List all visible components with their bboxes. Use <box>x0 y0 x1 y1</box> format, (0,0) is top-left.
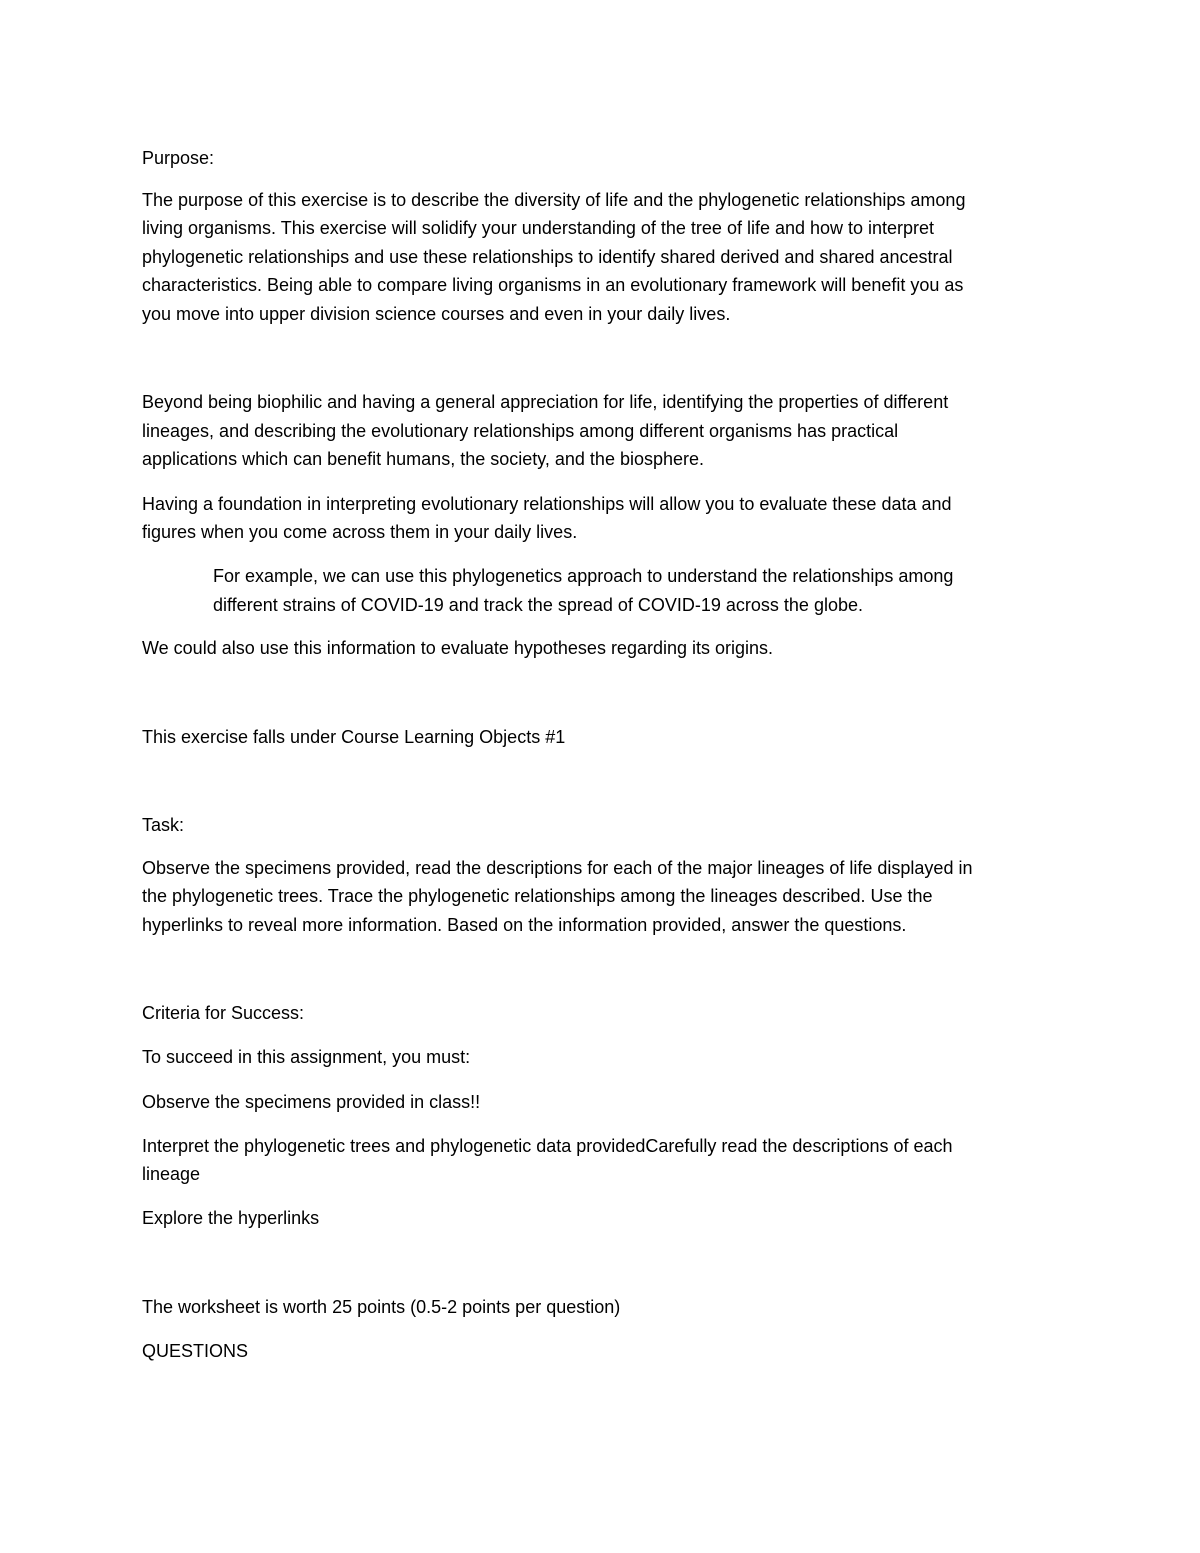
purpose-paragraph-line: you move into upper division science courses and even in your daily lives. <box>142 304 731 324</box>
beyond-paragraph-line: applications which can benefit humans, the society, and the biosphere. <box>142 449 705 469</box>
purpose-paragraph-line: phylogenetic relationships and use these relationships to identify shared derived and shared ancestral <box>142 247 953 267</box>
criteria-observe: Observe the specimens provided in class!! <box>142 1092 481 1112</box>
purpose-paragraph-line: characteristics. Being able to compare living organisms in an evolutionary framework will benefit you as <box>142 275 964 295</box>
example-paragraph-line: different strains of COVID-19 and track the spread of COVID-19 across the globe. <box>213 595 863 615</box>
criteria-intro: To succeed in this assignment, you must: <box>142 1047 471 1067</box>
task-heading: Task: <box>142 815 185 835</box>
task-paragraph-line: Observe the specimens provided, read the descriptions for each of the major lineages of life displayed in <box>142 858 973 878</box>
points-line: The worksheet is worth 25 points (0.5-2 points per question) <box>142 1297 621 1317</box>
foundation-paragraph-line: figures when you come across them in your daily lives. <box>142 522 578 542</box>
hypotheses-line: We could also use this information to evaluate hypotheses regarding its origins. <box>142 638 774 658</box>
criteria-explore: Explore the hyperlinks <box>142 1208 320 1228</box>
beyond-paragraph-line: Beyond being biophilic and having a general appreciation for life, identifying the properties of different <box>142 392 949 412</box>
questions-heading: QUESTIONS <box>142 1341 249 1361</box>
purpose-paragraph-line: living organisms. This exercise will solidify your understanding of the tree of life and how to interpret <box>142 218 935 238</box>
foundation-paragraph-line: Having a foundation in interpreting evolutionary relationships will allow you to evaluate these data and <box>142 494 952 514</box>
purpose-heading: Purpose: <box>142 148 215 168</box>
objectives-line: This exercise falls under Course Learning Objects #1 <box>142 727 566 747</box>
task-paragraph-line: the phylogenetic trees. Trace the phylogenetic relationships among the lineages described. Use the <box>142 886 933 906</box>
purpose-paragraph-line: The purpose of this exercise is to describe the diversity of life and the phylogenetic relationships among <box>142 190 966 210</box>
example-paragraph-line: For example, we can use this phylogenetics approach to understand the relationships among <box>213 566 954 586</box>
criteria-interpret-line: lineage <box>142 1164 201 1184</box>
task-paragraph-line: hyperlinks to reveal more information. Based on the information provided, answer the questions. <box>142 915 907 935</box>
criteria-heading: Criteria for Success: <box>142 1003 305 1023</box>
criteria-interpret-line: Interpret the phylogenetic trees and phylogenetic data providedCarefully read the descriptions of each <box>142 1136 953 1156</box>
beyond-paragraph-line: lineages, and describing the evolutionary relationships among different organisms has practical <box>142 421 899 441</box>
